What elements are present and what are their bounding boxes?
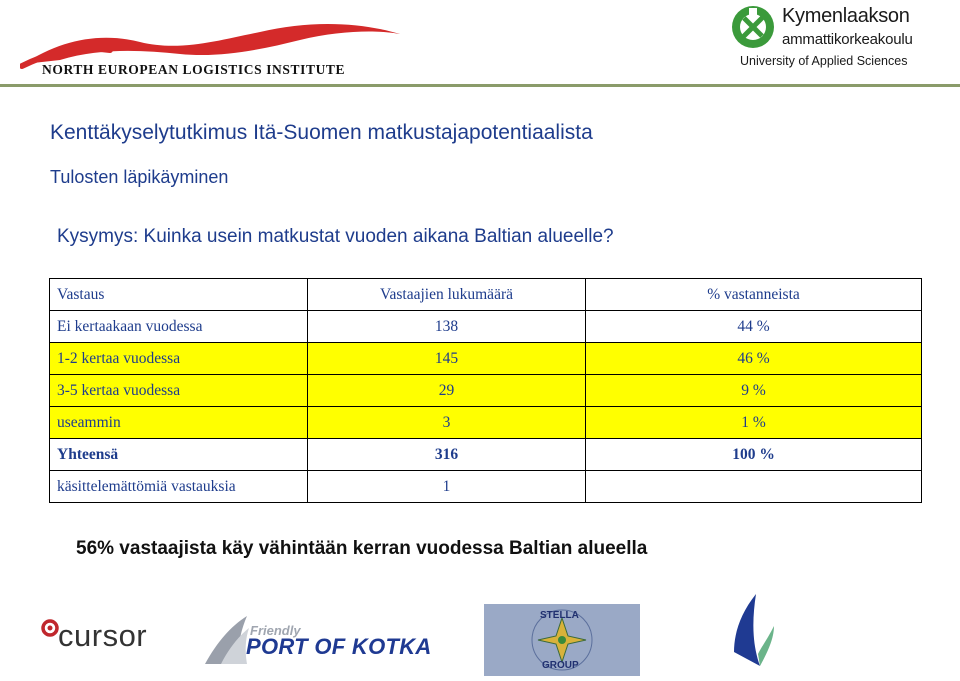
header-divider bbox=[0, 84, 960, 87]
percent-cell: 46 % bbox=[586, 343, 922, 375]
results-table bbox=[49, 278, 922, 503]
survey-question: Kysymys: Kuinka usein matkustat vuoden aikana Baltian alueelle? bbox=[57, 226, 614, 247]
percent-cell: 1 % bbox=[586, 407, 922, 439]
header-cell-count: Vastaajien lukumäärä bbox=[308, 279, 586, 311]
count-cell: 138 bbox=[308, 311, 586, 343]
total-percent-cell: 100 % bbox=[586, 439, 922, 471]
table-total-row bbox=[50, 439, 922, 471]
page-subtitle: Tulosten läpikäyminen bbox=[50, 167, 229, 187]
header-cell-percent: % vastanneista bbox=[586, 279, 922, 311]
header bbox=[0, 0, 960, 88]
table-row-highlighted bbox=[50, 375, 922, 407]
stella-bottom-text: GROUP bbox=[542, 660, 579, 671]
page-title: Kenttäkyselytutkimus Itä-Suomen matkustajapotentiaalista bbox=[50, 121, 593, 144]
sail-logo-icon bbox=[730, 592, 778, 670]
count-cell: 145 bbox=[308, 343, 586, 375]
table-row-highlighted bbox=[50, 407, 922, 439]
count-cell: 1 bbox=[308, 471, 586, 503]
table-row bbox=[50, 311, 922, 343]
kyamk-emblem-icon bbox=[730, 4, 776, 50]
institute-name: NORTH EUROPEAN LOGISTICS INSTITUTE bbox=[42, 62, 346, 77]
kotka-port-text: PORT OF KOTKA bbox=[246, 634, 432, 659]
stella-group-logo bbox=[484, 604, 640, 676]
answer-cell: käsittelemättömiä vastauksia bbox=[50, 471, 308, 503]
total-count-cell: 316 bbox=[308, 439, 586, 471]
kyamk-english-name: University of Applied Sciences bbox=[740, 54, 908, 68]
count-cell: 29 bbox=[308, 375, 586, 407]
count-cell: 3 bbox=[308, 407, 586, 439]
cursor-logo-text: cursor bbox=[58, 618, 148, 653]
percent-cell: 9 % bbox=[586, 375, 922, 407]
table-row-unprocessed bbox=[50, 471, 922, 503]
table-header-row bbox=[50, 279, 922, 311]
percent-cell: 44 % bbox=[586, 311, 922, 343]
stella-top-text: STELLA bbox=[540, 610, 579, 621]
answer-cell: Ei kertaakaan vuodessa bbox=[50, 311, 308, 343]
kyamk-logo-block bbox=[730, 2, 960, 76]
table-row-highlighted bbox=[50, 343, 922, 375]
header-cell-answer: Vastaus bbox=[50, 279, 308, 311]
conclusion-text: 56% vastaajista käy vähintään kerran vuodessa Baltian alueella bbox=[76, 538, 648, 559]
answer-cell: 3-5 kertaa vuodessa bbox=[50, 375, 308, 407]
percent-cell bbox=[586, 471, 922, 503]
total-label-cell: Yhteensä bbox=[50, 439, 308, 471]
answer-cell: 1-2 kertaa vuodessa bbox=[50, 343, 308, 375]
kotka-friendly-text: Friendly bbox=[250, 623, 301, 638]
answer-cell: useammin bbox=[50, 407, 308, 439]
kyamk-name-line2: ammattikorkeakoulu bbox=[782, 31, 913, 48]
kyamk-name-line1: Kymenlaakson bbox=[782, 5, 910, 27]
